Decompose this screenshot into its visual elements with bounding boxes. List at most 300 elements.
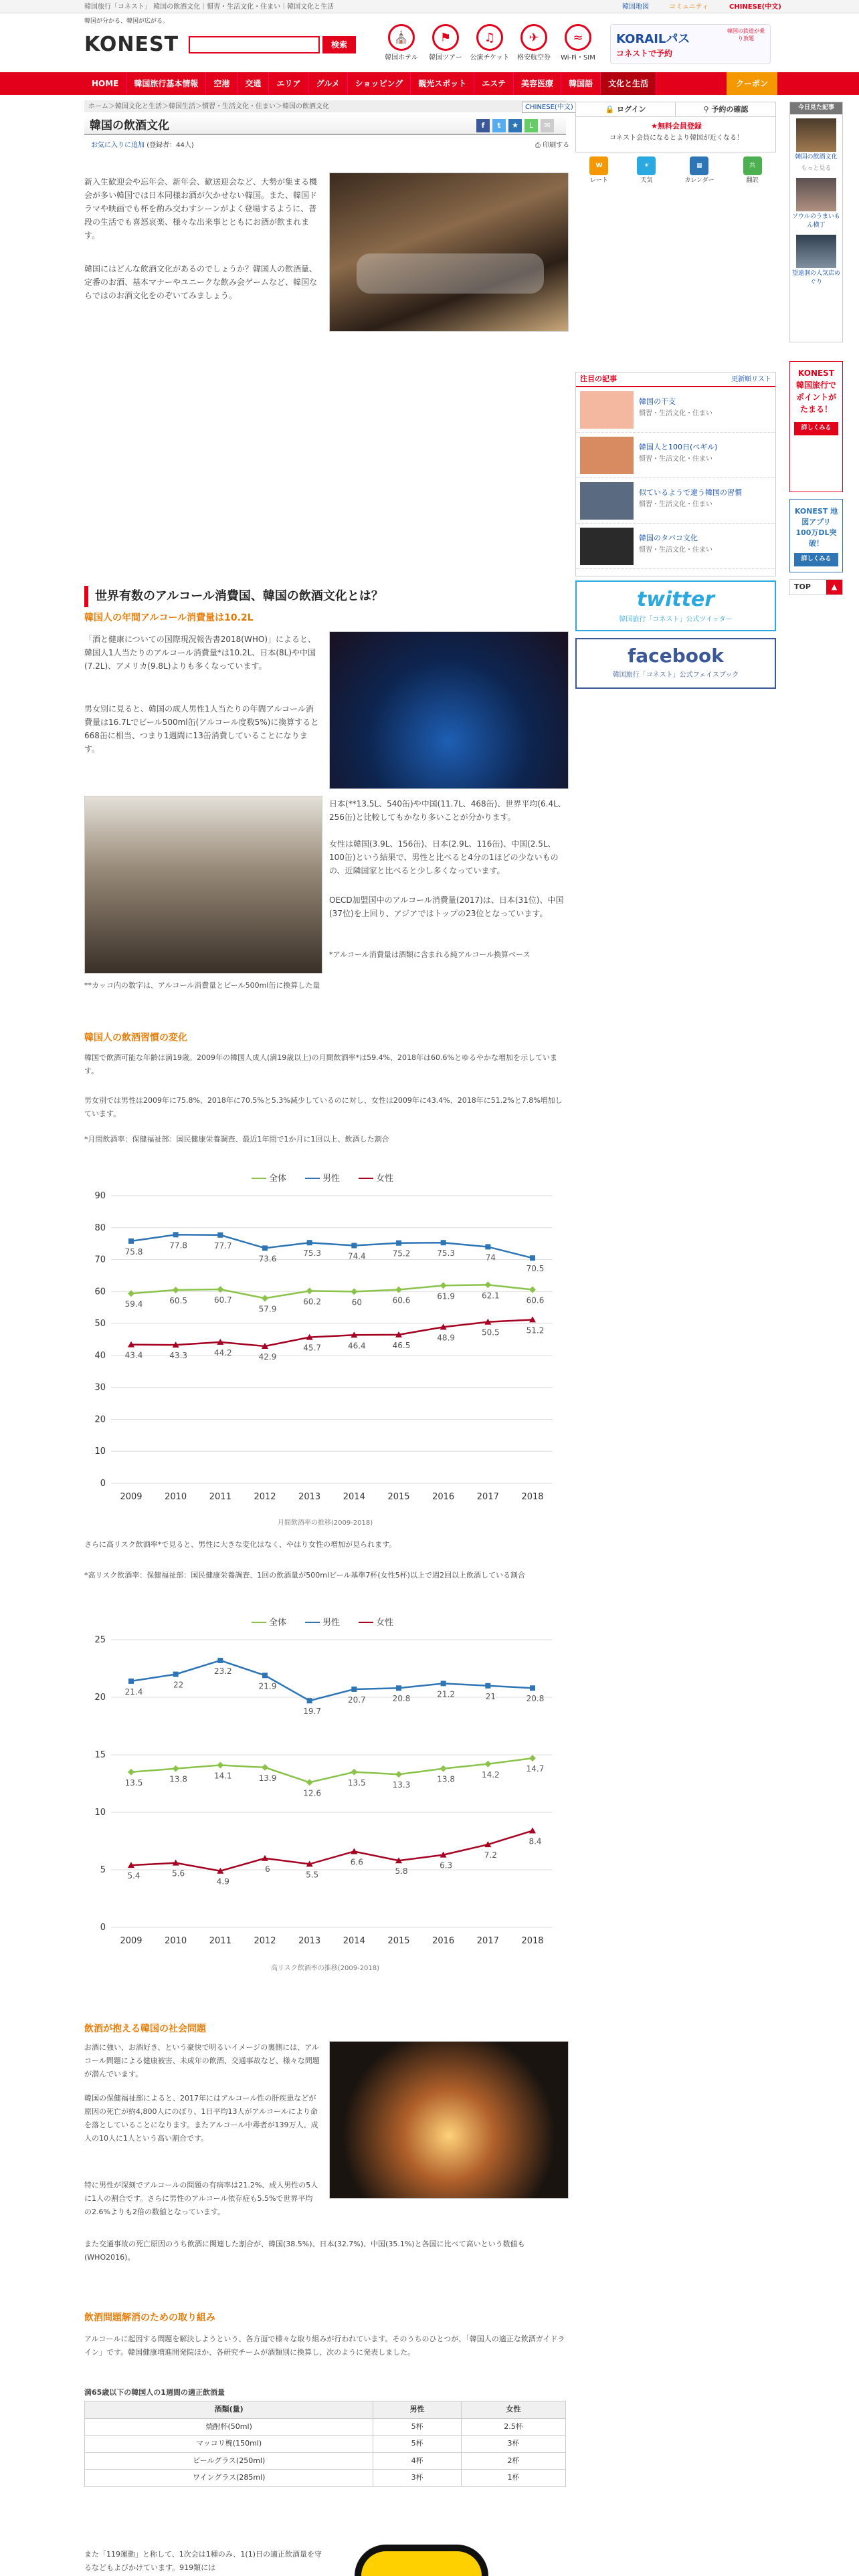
article-item[interactable]: [576, 524, 775, 569]
data-point: [530, 1255, 535, 1261]
s2-paragraph-2: 男女別では男性は2009年に75.8%、2018年に70.5%と5.3%減少しているのに対し、女性は2009年に43.4%、2018年に51.2%と7.8%増加しています。: [84, 1096, 563, 1118]
x-tick-label: 2011: [209, 1936, 231, 1946]
point-ad-text: KONEST 韓国旅行でポイントがたまる！: [795, 368, 836, 414]
s3-photo: [329, 2041, 569, 2199]
hotel-icon: ⛪: [388, 24, 415, 51]
search-input[interactable]: [189, 36, 320, 53]
recent-item[interactable]: 韓国の飲酒文化: [795, 153, 838, 160]
register-link[interactable]: [576, 121, 777, 132]
search-icon: ⚲: [703, 105, 712, 114]
data-label: 5.8: [395, 1866, 408, 1876]
app-ad-button[interactable]: 詳しくみる: [794, 553, 838, 566]
table-shape: [357, 253, 544, 294]
data-label: 22: [173, 1680, 184, 1690]
data-label: 42.9: [258, 1352, 277, 1362]
table-cell: ビールグラス(250ml): [85, 2452, 373, 2470]
table-row: [85, 2470, 566, 2487]
data-point: [128, 1290, 134, 1297]
weather-icon: ☀: [637, 156, 656, 175]
rate-label: レート: [589, 177, 608, 184]
data-point: [128, 1239, 134, 1244]
calendar-icon: ▦: [690, 156, 708, 175]
intro-paragraph-2: 韓国にはどんな飲酒文化があるのでしょうか？韓国人の飲酒量、定番のお酒、基本マナーやユニークな飲み会ゲームなど、韓国ならではのお酒文化をのぞいてみましょう。: [84, 264, 318, 300]
gnav-item-7[interactable]: 観光スポット: [411, 72, 474, 95]
flight-label: 格安航空券: [517, 54, 551, 62]
data-point: [262, 1295, 268, 1301]
data-point: [529, 1828, 536, 1834]
data-point: [396, 1241, 401, 1246]
data-label: 5.4: [127, 1871, 140, 1881]
translate-link[interactable]: [743, 156, 762, 191]
data-point: [441, 1681, 446, 1686]
table-cell: ワイングラス(285ml): [85, 2470, 373, 2487]
y-tick-label: 25: [94, 1635, 106, 1645]
data-point: [217, 1658, 223, 1663]
s1-paragraph-4: 女性は韓国(3.9L、156缶)、日本(2.9L、116缶)、中国(2.5L、100缶)という結果で、男性と比べると4分の1ほどの少ないものの、近隣国家と比べると少し多くなっています。: [329, 839, 559, 875]
data-label: 77.8: [169, 1241, 188, 1251]
x-tick-label: 2009: [120, 1936, 142, 1946]
x-tick-label: 2015: [387, 1936, 410, 1946]
data-point: [262, 1673, 268, 1678]
data-point: [441, 1240, 446, 1245]
data-point: [262, 1764, 268, 1771]
y-tick-label: 90: [94, 1191, 106, 1201]
data-point: [173, 1672, 179, 1677]
table-cell: 1杯: [461, 2470, 565, 2487]
data-label: 4.9: [216, 1876, 229, 1887]
notice-box: [575, 372, 776, 576]
series-line-1: [131, 1660, 533, 1704]
campaign-illustration: [355, 2545, 488, 2576]
app-ad[interactable]: [789, 499, 843, 572]
data-label: 57.9: [258, 1304, 277, 1314]
print-link[interactable]: [535, 140, 569, 150]
x-tick-label: 2016: [432, 1492, 455, 1502]
notice-more-link[interactable]: 更新順リスト: [731, 376, 771, 383]
member-box: [575, 102, 776, 152]
reservation-label: 予約の確認: [711, 105, 749, 114]
x-tick-label: 2016: [432, 1936, 455, 1946]
share-icon[interactable]: ★: [508, 119, 522, 132]
point-ad[interactable]: [789, 361, 843, 492]
data-point: [529, 1286, 536, 1293]
x-tick-label: 2013: [298, 1936, 321, 1946]
s3-paragraph-2: 韓国の保健福祉部によると、2017年にはアルコール性の肝疾患などが原因の死亡が約4,800人にのぼり、1日平均13人がアルコールにより命を落としていることになります。またアルコール中毒者が139万人、成人の10人に1人という高い割合です。: [84, 2094, 318, 2143]
s2-note: *月間飲酒率：保健福祉部：国民健康栄養調査、最近1年間で1か月に1回以上、飲酒した割合: [84, 1135, 389, 1144]
legend-label: 女性: [376, 1174, 394, 1184]
gnav-item-11[interactable]: 文化と生活: [601, 72, 656, 95]
data-label: 14.2: [481, 1769, 500, 1780]
section-sub-2: 韓国人の飲酒習慣の変化: [84, 1033, 187, 1043]
article-thumb: [580, 482, 634, 520]
s1-photo-1: [329, 631, 569, 789]
legend-label: 全体: [269, 1174, 287, 1184]
series-line-0: [131, 1758, 533, 1782]
section-sub-1: 韓国人の年間アルコール消費量は10.2L: [84, 613, 254, 623]
table-cell: 4杯: [373, 2452, 462, 2470]
data-label: 74: [485, 1253, 496, 1263]
table-cell: 3杯: [461, 2436, 565, 2453]
s4-paragraph-1: アルコールに起因する問題を解決しようという、各方面で様々な取り組みが行われています。そのうちのひとつが、「韓国人の適正な飲酒ガイドライン」です。韓国健康増進開発院ほか、各研究チームが酒類別に換算し、次のように発表しました。: [84, 2335, 565, 2357]
data-point: [262, 1245, 268, 1251]
legend-label: 男性: [322, 1618, 341, 1628]
data-label: 13.5: [347, 1778, 366, 1788]
legend-label: 全体: [269, 1618, 287, 1628]
back-to-top[interactable]: [789, 579, 843, 595]
gnav-item-3[interactable]: 交通: [237, 72, 269, 95]
data-point: [351, 1243, 357, 1249]
chart2-caption: 高リスク飲酒率の推移(2009-2018): [270, 1965, 380, 1972]
data-label: 48.9: [437, 1333, 456, 1343]
plane-icon: ✈: [520, 24, 547, 51]
chinese-page-link[interactable]: CHINESE(中文): [522, 102, 577, 113]
ticket-icon: ♫: [476, 24, 503, 51]
twitter-logo: twitter: [636, 588, 715, 611]
wifi-link[interactable]: [557, 24, 599, 63]
table-header: 酒類(量): [85, 2401, 373, 2419]
data-label: 6.6: [350, 1857, 363, 1867]
data-label: 20.8: [526, 1694, 545, 1704]
data-label: 8.4: [529, 1836, 542, 1846]
global-nav: [0, 72, 859, 95]
weather-label: 天気: [640, 177, 653, 184]
data-label: 21.4: [124, 1687, 143, 1697]
table-header: 男性: [373, 2401, 462, 2419]
article-thumb: [580, 391, 634, 429]
article-thumb: [580, 528, 634, 565]
intro-paragraph-1: 新入生歓迎会や忘年会、新年会、歓送迎会など、大勢が集まる機会が多い韓国では日本同様お酒が欠かせない韓国。また、韓国ドラマや映画でも杯を酌み交わすシーンがよく登場するように、普段の生活でも喜怒哀楽、様々な出来事とともにお酒が飲まれます。: [84, 177, 318, 240]
lock-icon: 🔒: [605, 105, 617, 114]
data-point: [485, 1244, 490, 1249]
favorite-link[interactable]: お気に入りに追加: [91, 142, 145, 149]
s3-paragraph-3: 特に男性が深刻でアルコールの問題の有病率は21.2%、成人男性の5人に1人の割合です。さらに男性のアルコール依存症も5.5%で世界平均の2.6%よりも2倍の数値となっています。: [84, 2181, 318, 2216]
article-item[interactable]: [576, 478, 775, 524]
mail-share-icon[interactable]: ✉: [541, 119, 554, 132]
data-point: [351, 1769, 357, 1776]
data-label: 60.6: [392, 1295, 411, 1305]
weather-link[interactable]: [637, 156, 656, 191]
data-label: 77.7: [213, 1241, 232, 1251]
twitter-sub: 韓国旅行「コネスト」公式ツイッター: [619, 616, 733, 623]
table-cell: マッコリ椀(150ml): [85, 2436, 373, 2453]
y-tick-label: 60: [94, 1287, 106, 1297]
coupon-tab[interactable]: クーポン: [727, 72, 777, 95]
section-sub-4: 飲酒問題解消のための取り組み: [84, 2313, 215, 2323]
rate-link[interactable]: [589, 156, 608, 191]
recent-item[interactable]: 望遠洞の人気店めぐり: [791, 270, 840, 286]
data-label: 5.6: [172, 1868, 185, 1879]
calendar-link[interactable]: [684, 156, 714, 191]
data-label: 44.2: [213, 1348, 232, 1358]
calendar-label: カレンダー: [684, 177, 714, 184]
data-point: [306, 1287, 313, 1294]
twitter-banner[interactable]: [575, 580, 776, 631]
article-item[interactable]: [576, 387, 775, 433]
data-label: 12.6: [303, 1788, 322, 1798]
x-tick-label: 2014: [343, 1492, 365, 1502]
gnav-item-2[interactable]: 空港: [206, 72, 237, 95]
data-label: 21.2: [437, 1689, 456, 1699]
tagline: 韓国が分かる、韓国が広がる。: [84, 18, 169, 25]
reservation-button[interactable]: [676, 102, 775, 117]
x-tick-label: 2017: [476, 1492, 499, 1502]
data-point: [173, 1232, 179, 1237]
x-tick-label: 2018: [521, 1492, 544, 1502]
table-header: 女性: [461, 2401, 565, 2419]
facebook-sub: 韓国旅行「コネスト」公式フェイスブック: [612, 671, 739, 679]
tour-label: 韓国ツアー: [429, 54, 462, 62]
s1-photo-2: [84, 796, 322, 974]
table-cell: 5杯: [373, 2418, 462, 2436]
data-point: [351, 1288, 357, 1295]
register-label: 無料会員登録: [657, 122, 702, 130]
data-label: 61.9: [437, 1291, 456, 1301]
data-label: 20.7: [347, 1695, 366, 1705]
s2-note-2: *高リスク飲酒率：保健福祉部：国民健康栄養調査、1回の飲酒量が500mlビール基準7杯(女性5杯)以上で週2回以上飲酒している割合: [84, 1571, 525, 1580]
data-label: 75.8: [124, 1247, 143, 1257]
hotel-label: 韓国ホテル: [385, 54, 418, 62]
y-tick-label: 30: [94, 1382, 106, 1393]
recent-more[interactable]: もっと見る: [801, 165, 832, 172]
table-row: [85, 2418, 566, 2436]
data-label: 46.4: [347, 1341, 366, 1351]
x-tick-label: 2018: [521, 1936, 544, 1946]
series-line-1: [131, 1235, 533, 1258]
data-point: [173, 1765, 179, 1772]
data-point: [306, 1779, 313, 1786]
x-tick-label: 2009: [120, 1492, 142, 1502]
data-label: 14.7: [526, 1764, 545, 1774]
data-point: [217, 1761, 223, 1768]
s1-paragraph-1: 「酒と健康についての国際現況報告書2018(WHO)」によると、韓国人1人当たりのアルコール消費量*は10.2L、日本(8L)や中国(7.2L)、アメリカ(9.8L)よりも多くなっています。: [84, 635, 316, 671]
hotel-link[interactable]: [380, 24, 423, 63]
data-label: 74.4: [347, 1251, 366, 1261]
breadcrumb: ホーム＞韓国文化と生活＞韓国生活＞慣習・生活文化・住まい＞韓国の飲酒文化: [84, 100, 566, 112]
y-tick-label: 10: [94, 1808, 106, 1818]
article-title[interactable]: 韓国のタバコ文化: [639, 534, 698, 542]
ticket-label: 公演チケット: [470, 54, 510, 62]
data-label: 21: [485, 1691, 496, 1701]
print-label: 印刷する: [543, 142, 570, 149]
legend-label: 男性: [322, 1174, 341, 1184]
data-point: [128, 1769, 134, 1776]
top-label: TOP: [794, 582, 811, 591]
data-label: 23.2: [213, 1666, 232, 1676]
data-point: [307, 1240, 312, 1245]
data-point: [395, 1771, 402, 1778]
site-logo[interactable]: KONEST: [84, 33, 179, 56]
login-label: ログイン: [617, 105, 646, 114]
article-item[interactable]: [576, 433, 775, 478]
table-cell: 2杯: [461, 2452, 565, 2470]
s1-paragraph-5: OECD加盟国中のアルコール消費量(2017)は、日本(31位)、中国(37位)を上回り、アジアではトップの23位となっています。: [329, 895, 564, 918]
data-label: 73.6: [258, 1254, 277, 1264]
facebook-banner[interactable]: [575, 638, 776, 689]
y-tick-label: 80: [94, 1222, 106, 1233]
data-point: [396, 1685, 401, 1691]
facebook-logo: facebook: [628, 645, 724, 667]
data-label: 75.3: [303, 1249, 322, 1259]
data-point: [530, 1685, 535, 1691]
s2-paragraph-1: 韓国で飲酒可能な年齢は満19歳。2009年の韓国人成人(満19歳以上)の月間飲酒率*は59.4%、2018年は60.6%とゆるやかな増加を示しています。: [84, 1053, 557, 1075]
search-button[interactable]: 検索: [322, 36, 356, 53]
intro-photo: [329, 173, 569, 332]
table-cell: 2.5杯: [461, 2418, 565, 2436]
data-point: [440, 1765, 447, 1772]
x-tick-label: 2010: [165, 1936, 187, 1946]
wifi-label: Wi-Fi・SIM: [561, 54, 595, 62]
data-point: [217, 1232, 223, 1238]
y-tick-label: 0: [100, 1923, 106, 1933]
data-label: 14.1: [213, 1771, 232, 1781]
x-tick-label: 2014: [343, 1936, 365, 1946]
tour-link[interactable]: [424, 24, 467, 63]
s2-paragraph-3: さらに高リスク飲酒率*で見ると、男性に大きな変化はなく、やはり女性の増加が見られます。: [84, 1540, 397, 1549]
gnav-item-8[interactable]: エステ: [474, 72, 514, 95]
recently-viewed: [789, 102, 843, 342]
article-category: 慣習・生活文化・住まい: [639, 410, 712, 417]
gnav-item-10[interactable]: 韓国語: [561, 72, 601, 95]
data-label: 6: [265, 1864, 270, 1874]
y-tick-label: 20: [94, 1693, 106, 1703]
translate-label: 翻訳: [746, 177, 759, 184]
s1-paragraph-3: 日本(**13.5L、540缶)や中国(11.7L、468缶)、世界平均(6.4L、256缶)と比較してもかなり多いことが分かります。: [329, 799, 566, 822]
s3-paragraph-1: お酒に強い、お酒好き、という豪快で明るいイメージの裏側には、アルコール問題による健康被害、未成年の飲酒、交通事故など、様々な問題が潜んでいます。: [84, 2043, 320, 2078]
data-label: 51.2: [526, 1325, 545, 1335]
facebook-share-icon[interactable]: f: [476, 119, 490, 132]
line-share-icon[interactable]: L: [524, 119, 538, 132]
legend-label: 女性: [376, 1618, 394, 1628]
arrow-up-icon: ▲: [826, 580, 842, 595]
y-tick-label: 20: [94, 1414, 106, 1425]
data-label: 43.4: [124, 1350, 143, 1360]
data-label: 5.5: [306, 1870, 319, 1880]
recent-thumb[interactable]: [796, 178, 836, 211]
article-title[interactable]: 韓国人と100日(ペギル): [639, 443, 718, 451]
data-point: [395, 1286, 402, 1293]
star-icon: ★: [651, 122, 658, 130]
won-icon: W: [589, 156, 608, 175]
article-category: 慣習・生活文化・住まい: [639, 546, 712, 554]
korail-title: KORAILパス: [616, 32, 690, 46]
register-sub: コネスト会員になるとより韓国が近くなる！: [609, 134, 743, 142]
data-point: [351, 1687, 357, 1692]
monthly-drinking-chart: [84, 1169, 566, 1517]
flight-link[interactable]: [512, 24, 555, 63]
article-title[interactable]: 韓国の干支: [639, 397, 676, 406]
data-label: 70.5: [526, 1264, 545, 1274]
data-label: 6.3: [440, 1860, 453, 1870]
korail-sub: コネストで予約: [616, 49, 673, 58]
chinese-link[interactable]: CHINESE(中文): [729, 3, 781, 11]
s3-paragraph-4: また交通事故の死亡原因のうち飲酒に関連した割合が、韓国(38.5%)、日本(32.7%)、中国(35.1%)と各国に比べて高いという数値も(WHO2016)。: [84, 2240, 525, 2262]
y-tick-label: 50: [94, 1319, 106, 1329]
s4-paragraph-2: また「119運動」と称して、1次会は1種のみ、1(1)日の適正飲酒量を守るなどもよびかけています。919類には: [84, 2550, 322, 2572]
twitter-share-icon[interactable]: t: [492, 119, 506, 132]
data-point: [529, 1755, 536, 1761]
article-thumb: [580, 437, 634, 474]
drinking-guideline-table: [84, 2401, 566, 2487]
data-label: 13.5: [124, 1778, 143, 1788]
data-label: 60: [351, 1297, 362, 1307]
x-tick-label: 2013: [298, 1492, 321, 1502]
data-label: 50.5: [481, 1327, 500, 1337]
table-cell: 3杯: [373, 2470, 462, 2487]
article-title[interactable]: 似ているようで違う韓国の習慣: [639, 488, 742, 497]
login-button[interactable]: [576, 102, 676, 117]
data-label: 19.7: [303, 1707, 322, 1717]
gnav-item-1[interactable]: 韓国旅行基本情報: [126, 72, 206, 95]
community-link[interactable]: コミュニティ: [669, 3, 708, 11]
korail-banner[interactable]: [610, 24, 771, 64]
s1-paragraph-2: 男女別に見ると、韓国の成人男性1人当たりの年間アルコール消費量は16.7Lでビール500ml缶(アルコール度数5%)に換算すると668缶に相当、つまり1週間に13缶消費していることになります。: [84, 704, 319, 754]
data-point: [484, 1281, 491, 1288]
data-label: 59.4: [124, 1299, 143, 1309]
data-label: 13.3: [392, 1780, 411, 1790]
table-header-row: [85, 2401, 566, 2419]
y-tick-label: 5: [100, 1865, 106, 1875]
section-sub-3: 飲酒が抱える韓国の社会問題: [84, 2024, 206, 2034]
y-tick-label: 0: [100, 1479, 106, 1489]
gnav-item-6[interactable]: ショッピング: [348, 72, 411, 95]
series-line-2: [131, 1831, 533, 1871]
y-tick-label: 15: [94, 1750, 106, 1760]
wifi-icon: ≈: [565, 24, 591, 51]
data-label: 60.2: [303, 1297, 322, 1307]
recent-item[interactable]: ソウルのうまいもん横丁: [792, 213, 840, 229]
table-cell: 焼酎杯(50ml): [85, 2418, 373, 2436]
data-label: 60.7: [213, 1295, 232, 1305]
recent-thumb[interactable]: [796, 235, 836, 268]
x-tick-label: 2012: [254, 1936, 276, 1946]
table-row: [85, 2452, 566, 2470]
notice-title: 注目の記事: [576, 372, 775, 387]
y-tick-label: 40: [94, 1350, 106, 1361]
share-icons: [476, 119, 554, 132]
map-link[interactable]: 韓国地図: [622, 3, 649, 11]
gnav-item-9[interactable]: 美容医療: [514, 72, 561, 95]
s1-note-2: **カッコ内の数字は、アルコール消費量とビール500ml缶に換算した量: [84, 981, 320, 990]
recent-thumb[interactable]: [796, 118, 836, 152]
high-risk-drinking-chart: [84, 1613, 566, 1961]
data-label: 62.1: [481, 1291, 500, 1301]
table-row: [85, 2436, 566, 2453]
data-label: 45.7: [303, 1343, 322, 1353]
article-category: 慣習・生活文化・住まい: [639, 501, 712, 508]
data-point: [307, 1698, 312, 1703]
s1-note-1: *アルコール消費量は酒類に含まれる純アルコール換算ベース: [329, 950, 531, 959]
data-label: 43.3: [169, 1351, 188, 1361]
x-tick-label: 2015: [387, 1492, 410, 1502]
point-ad-button[interactable]: 詳しくみる: [794, 422, 838, 435]
top-bar: [0, 0, 859, 13]
x-tick-label: 2017: [476, 1936, 499, 1946]
gnav-item-5[interactable]: グルメ: [308, 72, 347, 95]
data-label: 75.2: [392, 1249, 411, 1259]
ticket-link[interactable]: [468, 24, 511, 63]
x-tick-label: 2010: [165, 1492, 187, 1502]
tour-icon: ⚑: [432, 24, 459, 51]
gnav-item-0[interactable]: HOME: [84, 72, 126, 95]
recent-title: 今日見た記事: [790, 102, 842, 114]
translate-icon: 共: [743, 156, 762, 175]
data-label: 20.8: [392, 1694, 411, 1704]
gnav-item-4[interactable]: エリア: [269, 72, 308, 95]
data-label: 75.3: [437, 1249, 456, 1259]
table-cell: 5杯: [373, 2436, 462, 2453]
data-point: [173, 1287, 179, 1293]
top-promo: 韓国旅行「コネスト」 韓国の飲酒文化｜慣習・生活文化・住まい｜韓国文化と生活: [84, 3, 335, 11]
